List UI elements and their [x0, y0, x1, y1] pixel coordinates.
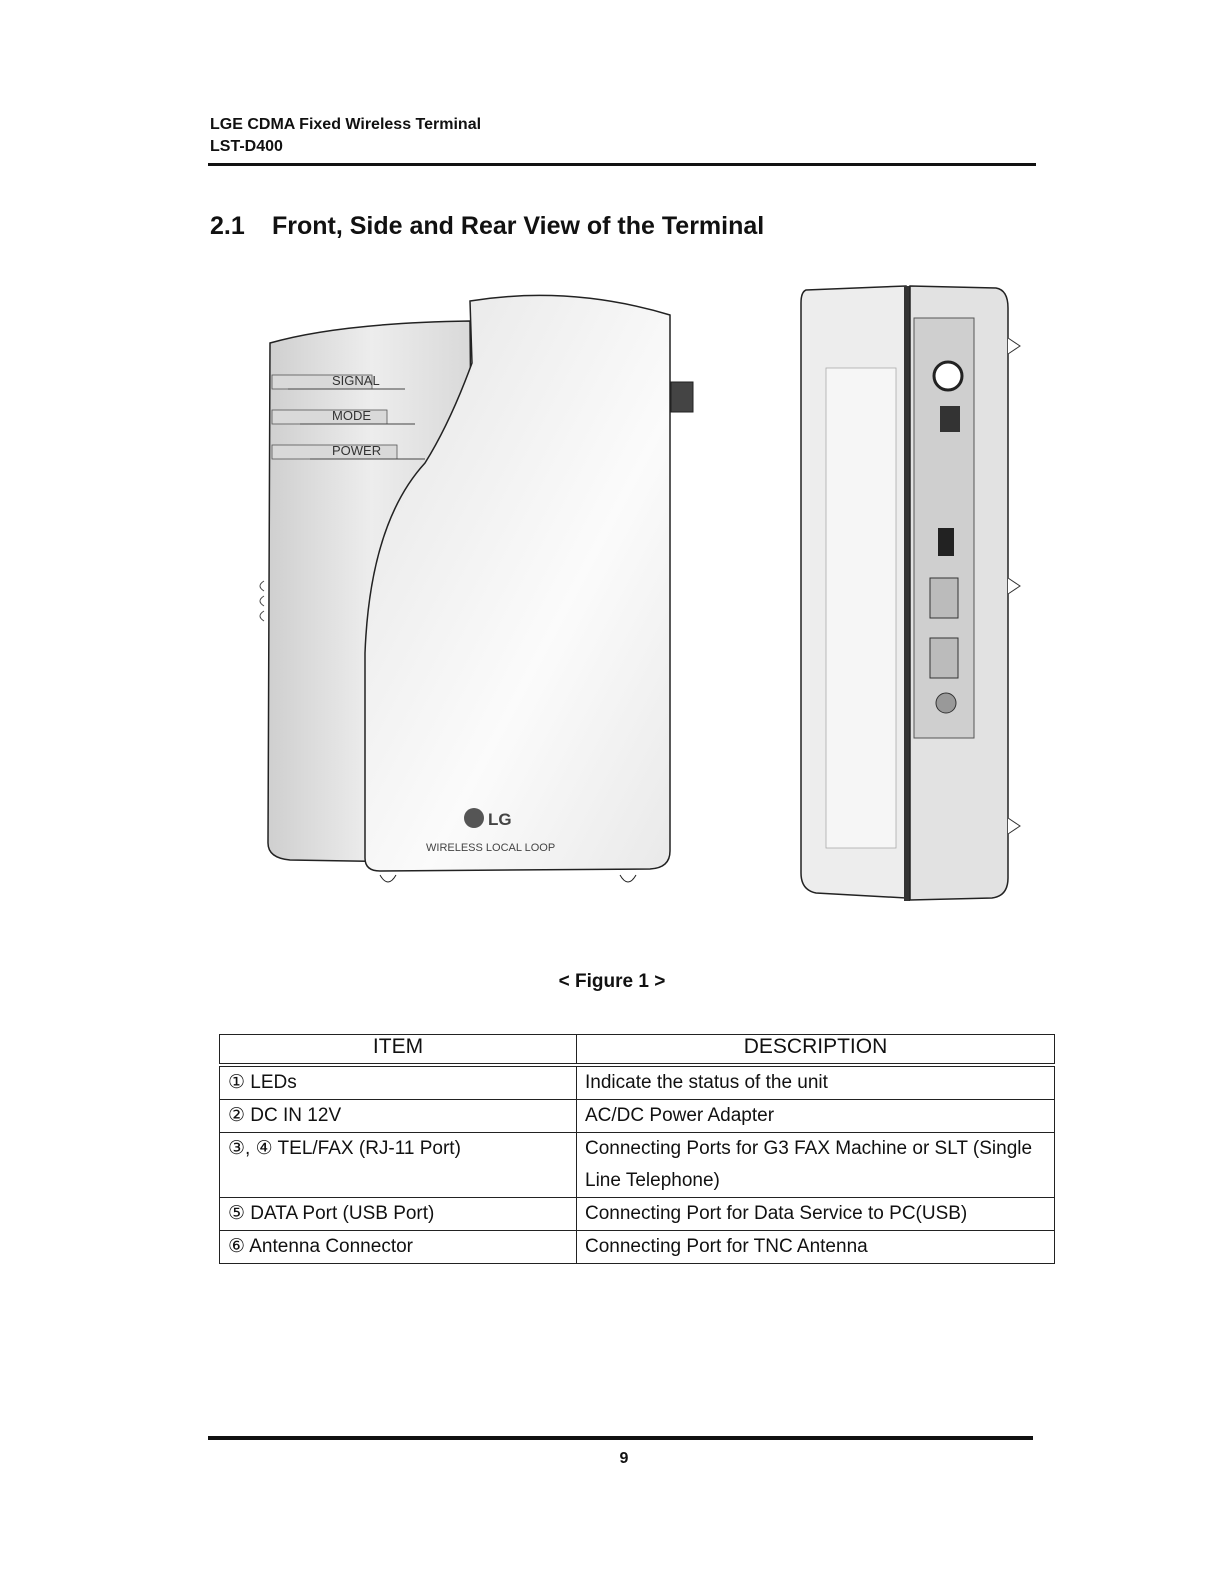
section-title: Front, Side and Rear View of the Terminal — [272, 212, 765, 240]
side-window — [826, 368, 896, 848]
description-cell: Connecting Port for Data Service to PC(USB) — [577, 1198, 1055, 1231]
terminal-front-view — [250, 283, 710, 893]
header-title: LGE CDMA Fixed Wireless Terminal — [210, 116, 482, 133]
item-cell: ⑤ DATA Port (USB Port) — [220, 1198, 577, 1231]
logo-text: LG — [488, 810, 512, 829]
footer-rule — [208, 1436, 1033, 1440]
header-model: LST-D400 — [210, 138, 283, 155]
table-row — [220, 1133, 1055, 1198]
table-header-row — [220, 1035, 1055, 1066]
header-rule — [208, 163, 1036, 166]
description-cell: Connecting Ports for G3 FAX Machine or SLT (Single Line Telephone) — [577, 1133, 1055, 1198]
item-cell: ③, ④ TEL/FAX (RJ-11 Port) — [220, 1133, 577, 1198]
rear-divider — [904, 286, 910, 901]
antenna-connector — [671, 382, 693, 412]
description-cell: Connecting Port for TNC Antenna — [577, 1231, 1055, 1264]
table-row — [220, 1065, 1055, 1100]
lg-logo-icon — [464, 808, 484, 828]
tel-port-2 — [930, 638, 958, 678]
antenna-port — [934, 362, 962, 390]
foot-right — [620, 875, 636, 882]
power-label: POWER — [332, 443, 382, 458]
table-row — [220, 1198, 1055, 1231]
side-vent — [260, 581, 264, 621]
tel-port-1 — [930, 578, 958, 618]
figure-caption: < Figure 1 > — [558, 971, 666, 992]
rear-tabs — [1008, 338, 1020, 834]
description-cell: AC/DC Power Adapter — [577, 1100, 1055, 1133]
terminal-side-view — [796, 278, 1036, 908]
mode-label: MODE — [332, 408, 371, 423]
table-row — [220, 1231, 1055, 1264]
section-heading — [210, 212, 764, 241]
table-row — [220, 1100, 1055, 1133]
signal-label: SIGNAL — [332, 373, 380, 388]
switch-port — [940, 406, 960, 432]
page-number: 9 — [619, 1450, 629, 1467]
item-cell: ② DC IN 12V — [220, 1100, 577, 1133]
item-cell: ⑥ Antenna Connector — [220, 1231, 577, 1264]
description-cell: Indicate the status of the unit — [577, 1065, 1055, 1100]
document-header — [210, 114, 1036, 158]
usb-port — [938, 528, 954, 556]
foot-left — [380, 875, 396, 882]
section-number: 2.1 — [210, 212, 245, 240]
column-header-item: ITEM — [220, 1035, 577, 1066]
item-cell: ① LEDs — [220, 1065, 577, 1100]
column-header-description: DESCRIPTION — [577, 1035, 1055, 1066]
tagline-text: WIRELESS LOCAL LOOP — [426, 842, 556, 854]
dc-in-port — [936, 693, 956, 713]
item-description-table — [219, 1034, 1055, 1264]
